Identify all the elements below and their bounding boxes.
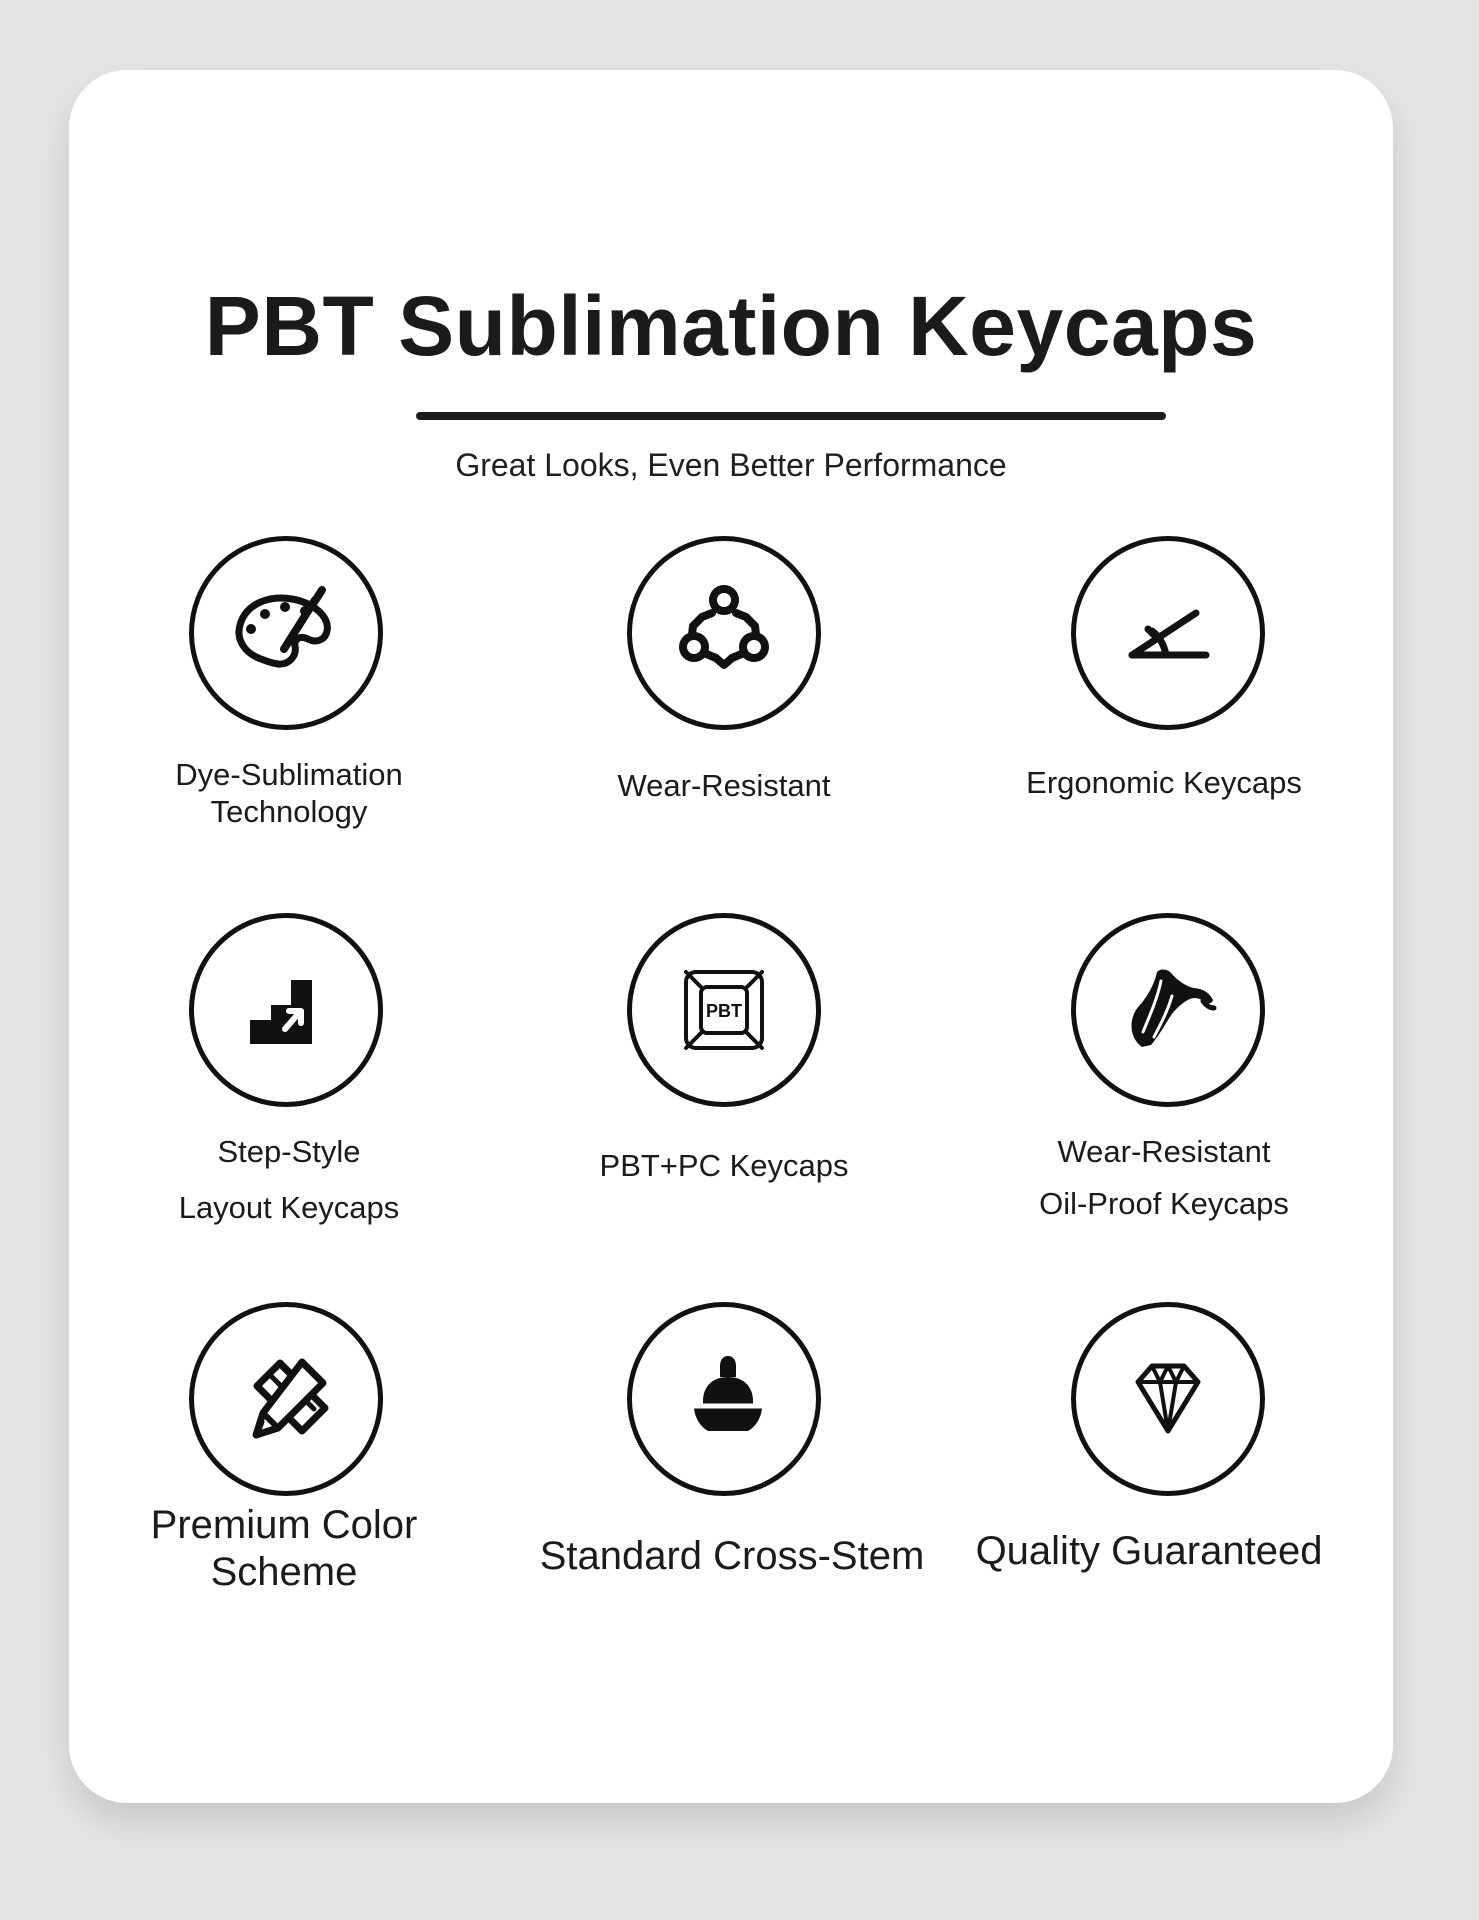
feature-label-line: Standard Cross-Stem bbox=[539, 1534, 925, 1578]
hand-touch-icon bbox=[1071, 913, 1265, 1107]
feature-label-step-style bbox=[139, 1124, 439, 1236]
feature-card bbox=[69, 70, 1393, 1803]
feature-label-line: Wear-Resistant bbox=[617, 768, 831, 803]
ergonomic-angle-icon bbox=[1071, 536, 1265, 730]
feature-label-oil-proof bbox=[1004, 1126, 1324, 1230]
feature-label-line: Wear-Resistant bbox=[1057, 1134, 1271, 1169]
color-tools-icon bbox=[189, 1302, 383, 1496]
feature-label-cross-stem bbox=[522, 1533, 942, 1580]
feature-label-dye-sublimation bbox=[139, 757, 439, 830]
feature-label-premium-color bbox=[124, 1502, 444, 1596]
feature-label-line: Ergonomic Keycaps bbox=[1026, 765, 1302, 800]
feature-label-line: Dye-Sublimation bbox=[175, 757, 403, 792]
feature-label-ergonomic bbox=[1004, 765, 1324, 802]
step-layout-icon bbox=[189, 913, 383, 1107]
pbt-badge-text: PBT bbox=[706, 1001, 742, 1021]
feature-label-line: Oil-Proof Keycaps bbox=[1039, 1186, 1289, 1222]
feature-label-pbt-pc bbox=[574, 1148, 874, 1185]
feature-label-quality bbox=[969, 1528, 1329, 1575]
feature-label-line: Scheme bbox=[210, 1550, 358, 1595]
cross-stem-icon bbox=[627, 1302, 821, 1496]
feature-label-line: Technology bbox=[210, 793, 368, 829]
title-underline bbox=[416, 412, 1166, 420]
feature-label-wear-resistant bbox=[574, 768, 874, 805]
palette-icon bbox=[189, 536, 383, 730]
feature-label-line: Step-Style bbox=[217, 1134, 361, 1169]
diamond-icon bbox=[1071, 1302, 1265, 1496]
feature-label-line: Premium Color bbox=[150, 1503, 418, 1547]
feature-label-line: PBT+PC Keycaps bbox=[599, 1148, 849, 1183]
page-title: PBT Sublimation Keycaps bbox=[204, 279, 1258, 373]
page-subtitle: Great Looks, Even Better Performance bbox=[455, 447, 1007, 483]
feature-label-line: Quality Guaranteed bbox=[975, 1529, 1323, 1573]
feature-label-line: Layout Keycaps bbox=[178, 1189, 400, 1225]
pbt-keycap-icon bbox=[627, 913, 821, 1107]
wear-resistant-icon bbox=[627, 536, 821, 730]
